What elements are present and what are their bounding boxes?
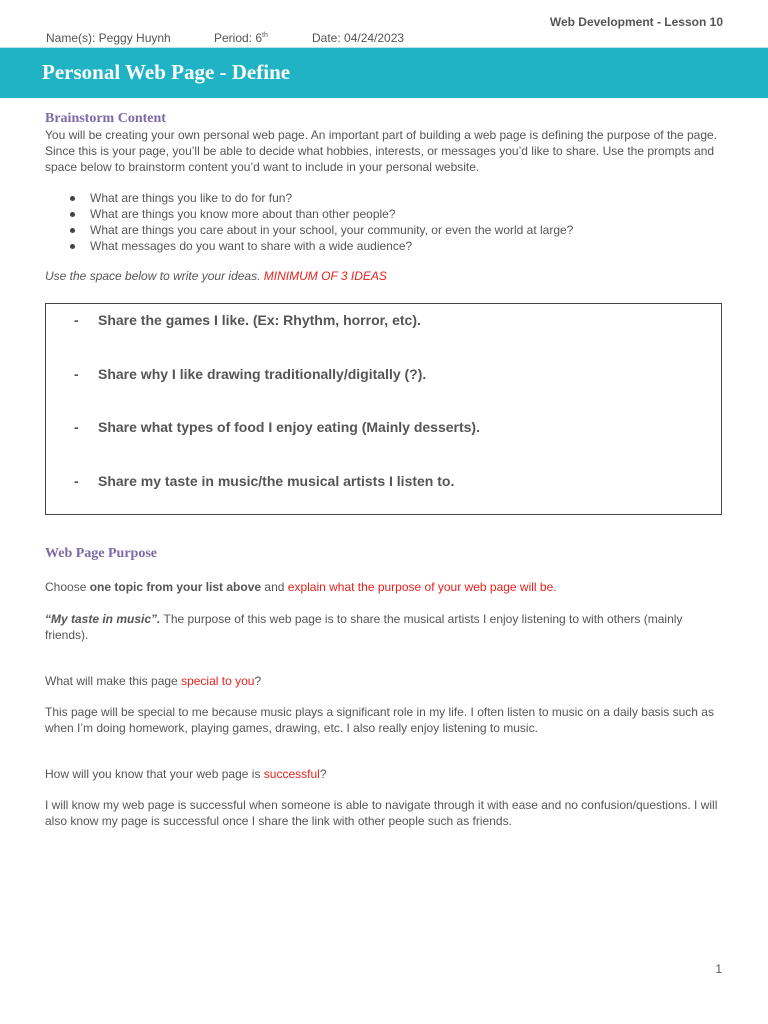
q1-text-b: one topic from your list above [89, 580, 262, 594]
purpose-question [45, 579, 725, 595]
prompt-item: What are things you know more about than other people? [67, 206, 573, 222]
purpose-answer[interactable] [45, 611, 725, 643]
instruction-emphasis: MINIMUM OF 3 IDEAS [263, 269, 387, 283]
brainstorm-intro: You will be creating your own personal web page. An important part of building a web page is defining the purpose of the page. Since this is your page, you’ll be able to decide what hobbies, interests, or messages you’d like to share. Use the prompts and space below to brainstorm content you’d want to include in your personal website. [45, 128, 718, 174]
idea-item [74, 419, 480, 435]
page-title: Personal Web Page - Define [42, 60, 291, 84]
q3-text-b: successful [263, 767, 320, 781]
page-number: 1 [715, 962, 722, 976]
purpose-heading: Web Page Purpose [45, 546, 157, 561]
period-field [214, 31, 268, 45]
special-question [45, 673, 725, 689]
idea-item [74, 312, 421, 328]
prompt-item: What messages do you want to share with a wide audience? [67, 238, 573, 254]
idea-item [74, 366, 426, 382]
idea-text: Share my taste in music/the musical artists I listen to. [98, 473, 455, 489]
q3-text-c: ? [319, 767, 327, 781]
answer-rest: The purpose of this web page is to share the musical artists I enjoy listening to with others (mainly friends). [45, 612, 683, 642]
q1-text-a: Choose [45, 580, 90, 594]
course-title: Web Development - Lesson 10 [549, 15, 723, 29]
prompt-list [67, 190, 573, 254]
q1-text-c: and [261, 580, 288, 594]
ideas-instruction [45, 268, 725, 284]
prompt-item: What are things you care about in your school, your community, or even the world at large? [67, 222, 573, 238]
q2-text-c: ? [254, 674, 262, 688]
special-answer[interactable]: This page will be special to me because music plays a significant role in my life. I often listen to music on a daily basis such as when I’m doing homework, playing games, drawing, etc. I also really enjoy listening to music. [45, 705, 714, 735]
period-superscript: th [262, 32, 268, 39]
title-banner [0, 47, 768, 98]
idea-dash: - [74, 366, 79, 382]
idea-text: Share why I like drawing traditionally/digitally (?). [98, 366, 427, 382]
idea-dash: - [74, 312, 79, 328]
q2-text-b: special to you [181, 674, 255, 688]
idea-dash: - [74, 419, 79, 435]
q2-text-a: What will make this page [45, 674, 182, 688]
instruction-text: Use the space below to write your ideas. [45, 269, 264, 283]
q1-text-d: explain what the purpose of your web page will be. [287, 580, 557, 594]
brainstorm-heading: Brainstorm Content [45, 111, 166, 126]
student-name: Name(s): Peggy Huynh [46, 31, 171, 45]
ideas-answer-box[interactable] [45, 303, 722, 515]
period-label: Period: 6 [214, 31, 263, 45]
idea-text: Share what types of food I enjoy eating (Mainly desserts). [98, 419, 480, 435]
idea-dash: - [74, 473, 79, 489]
idea-text: Share the games I like. (Ex: Rhythm, horror, etc). [98, 312, 421, 328]
success-question [45, 766, 725, 782]
idea-item [74, 473, 454, 489]
q3-text-a: How will you know that your web page is [45, 767, 264, 781]
date-field: Date: 04/24/2023 [312, 31, 405, 45]
prompt-item: What are things you like to do for fun? [67, 190, 573, 206]
success-answer[interactable]: I will know my web page is successful when someone is able to navigate through it with ease and no confusion/questions. I will also know my page is successful once I share the link with other people such as friends. [45, 798, 718, 828]
answer-lead: “My taste in music”. [45, 612, 161, 626]
